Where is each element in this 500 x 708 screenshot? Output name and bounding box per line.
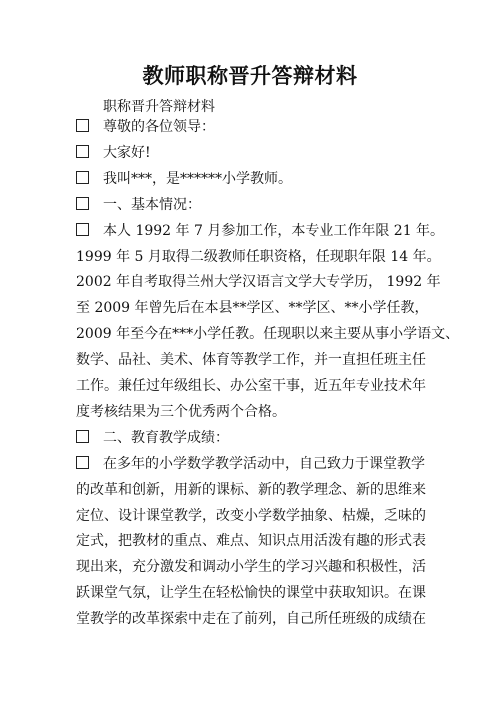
document-subtitle: 职称晋升答辩材料	[103, 99, 215, 115]
line-text: 在多年的小学数学教学活动中，自己致力于课堂教学	[103, 455, 425, 472]
line-text: 堂教学的改革探索中走在了前列，自己所任班级的成绩在	[76, 611, 426, 628]
document-line	[76, 144, 151, 162]
line-text: 工作。兼任过年级组长、办公室干事，近五年专业技术年	[76, 378, 426, 394]
document-line	[76, 429, 229, 447]
document-line	[76, 273, 441, 291]
document-line	[76, 403, 286, 421]
line-text: 的改革和创新，用新的课标、新的教学理念、新的思维来	[76, 481, 426, 498]
document-line	[76, 222, 444, 240]
document-line	[76, 118, 215, 136]
checkbox-bullet-icon	[76, 197, 89, 210]
line-text: 2009 年至今在***小学任教。任现职以来主要从事小学语文、	[76, 326, 460, 343]
document-line	[76, 455, 425, 473]
line-text: 1999 年 5 月取得二级教师任职资格，任现职年限 14 年。	[76, 248, 441, 265]
document-line	[76, 532, 426, 550]
line-text: 一、基本情况：	[103, 196, 201, 213]
document-line	[76, 558, 426, 576]
document-line	[76, 170, 292, 188]
document-line	[76, 481, 426, 499]
line-text: 定位、设计课堂教学，改变小学数学抽象、枯燥，乏味的	[76, 507, 426, 524]
document-line	[76, 584, 426, 602]
document-line	[76, 299, 429, 317]
line-text: 度考核结果为三个优秀两个合格。	[76, 403, 286, 420]
line-text: 本人 1992 年 7 月参加工作，本专业工作年限 21 年。	[103, 222, 445, 239]
document-line	[76, 248, 441, 266]
line-text: 定式，把教材的重点、难点、知识点用活泼有趣的形式表	[76, 533, 426, 550]
document-line	[76, 507, 426, 525]
line-text: 数学、品社、美术、体育等教学工作，并一直担任班主任	[76, 352, 426, 369]
checkbox-bullet-icon	[76, 223, 89, 236]
line-text: 二、教育教学成绩：	[103, 429, 229, 446]
line-text: 2002 年自考取得兰州大学汉语言文学大专学历， 1992 年	[76, 274, 441, 291]
line-text: 现出来，充分激发和调动小学生的学习兴趣和积极性，活	[76, 559, 426, 576]
document-line	[76, 351, 426, 369]
line-text: 尊敬的各位领导：	[103, 119, 215, 135]
document-line	[76, 377, 426, 395]
checkbox-bullet-icon	[76, 430, 89, 443]
checkbox-bullet-icon	[76, 171, 89, 184]
document-title: 教师职称晋升答辩材料	[142, 64, 358, 88]
line-text: 我叫***，是******小学教师。	[103, 170, 292, 187]
checkbox-bullet-icon	[76, 145, 89, 158]
line-text: 至 2009 年曾先后在本县**学区、**学区、**小学任教，	[76, 300, 429, 317]
document-line	[76, 610, 426, 628]
line-text: 大家好!	[103, 144, 151, 161]
checkbox-bullet-icon	[76, 119, 89, 132]
document-line	[76, 325, 459, 343]
line-text: 跃课堂气氛，让学生在轻松愉快的课堂中获取知识。在课	[76, 585, 426, 602]
document-line	[76, 196, 201, 214]
checkbox-bullet-icon	[76, 456, 89, 469]
